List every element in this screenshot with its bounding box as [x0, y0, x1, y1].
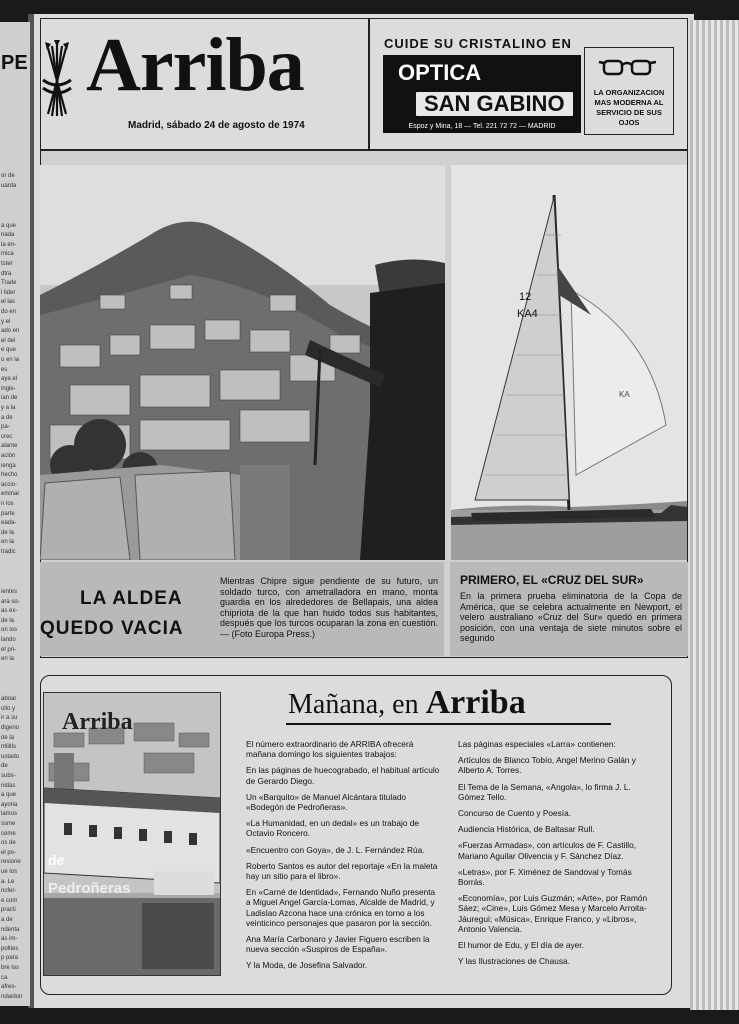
caption-left-title-2: QUEDO VACIA: [40, 618, 184, 639]
yoke-arrows-icon: [40, 40, 74, 120]
list-item: Ana María Carbonaro y Javier Figuero escriben la nueva sección «Suspiros de España».: [246, 934, 430, 955]
caption-left-text: Mientras Chipre sigue pendiente de su futuro, un soldado turco, con ametralladora en mano, monta guardia en los alrededores de Bellapais, una aldea chipriota de la que han huido todos sus habitantes, después que los turcos ocuparan la zona en cuestión. — (Foto Europa Press.): [220, 576, 438, 639]
list-item: Artículos de Blanco Tobío, Angel Merino Galán y Alberto A. Torres.: [458, 755, 636, 776]
left-strip-line: e que: [1, 347, 17, 354]
masthead-divider: [368, 18, 370, 150]
left-strip-line: ara so-: [1, 598, 20, 605]
thumbnail-text-pedroneras: Pedroñeras: [48, 880, 131, 897]
left-strip-line: as ex-: [1, 608, 18, 615]
thumbnail-text-de: de: [48, 852, 65, 868]
tomorrow-column-left: [246, 739, 442, 977]
list-item: Un «Barquito» de Manuel Alcántara titulado «Bodegón de Pedroñeras».: [246, 791, 407, 813]
left-strip-line: p para: [1, 955, 19, 962]
village-photo: [40, 165, 445, 560]
left-strip-line: ir a su: [1, 715, 18, 722]
list-item: Y las Ilustraciones de Chausa.: [458, 956, 570, 967]
left-strip-line: as im-: [1, 936, 18, 943]
left-strip-line: y el: [1, 318, 11, 325]
left-strip-line: n los: [1, 501, 14, 507]
list-item: Audiencia Histórica, de Baltasar Rull.: [458, 824, 595, 835]
left-strip-line: resione: [1, 859, 21, 866]
left-strip-line: lamos: [1, 811, 18, 818]
left-strip-line: accio-: [1, 481, 18, 488]
left-strip-line: parte: [1, 510, 15, 517]
list-item: Roberto Santos es autor del reportaje «En la maleta hay un sitio para el libro».: [246, 860, 438, 882]
left-strip-line: lando: [1, 637, 16, 643]
left-strip-line: de: [1, 763, 8, 770]
ad-organization-text: LA ORGANIZACION MAS MODERNA AL SERVICIO DE SUS OJOS: [593, 88, 665, 127]
left-strip-line: nada: [1, 232, 15, 239]
left-strip-line: ingle-: [1, 385, 16, 392]
newspaper-title: Arriba: [86, 23, 304, 107]
left-strip-line: a. Le: [1, 878, 15, 885]
ad-brand-optica: OPTICA: [398, 60, 482, 85]
tomorrow-title-underline: [286, 723, 611, 725]
left-strip-line: os de: [1, 840, 16, 847]
left-strip-line: y a la: [1, 405, 16, 411]
left-strip-line: subs-: [1, 773, 16, 779]
caption-right-title: PRIMERO, EL «CRUZ DEL SUR»: [460, 573, 644, 587]
left-strip-line: aya el: [1, 376, 18, 383]
left-strip-line: e com: [1, 897, 18, 904]
list-item: El humor de Edu, y El día de ayer.: [458, 940, 584, 951]
left-strip-line: do en: [1, 309, 17, 315]
list-item: «Letras», por F. Ximénez de Sandoval y Tomás Borrás.: [458, 866, 632, 888]
list-item: «Encuentro con Goya», de J. L. Fernández Rúa.: [246, 844, 425, 855]
list-item: El número extraordinario de ARRIBA ofrecerá mañana domingo los siguientes trabajos:: [246, 739, 414, 760]
left-strip-line: eada-: [1, 520, 17, 527]
sail-number: 12: [519, 291, 532, 303]
left-strip-line: ndaidon: [1, 993, 23, 1000]
left-strip-line: ssme: [1, 821, 16, 827]
left-strip-line: a que: [1, 792, 17, 799]
list-item: En las páginas de huecograbado, el habitual artículo de Gerardo Diego.: [246, 765, 440, 786]
left-strip-line: nidas: [1, 782, 16, 789]
left-strip-line: es: [1, 366, 8, 373]
left-strip-line: de la: [1, 617, 15, 624]
left-strip-line: de la: [1, 734, 15, 741]
left-strip-line: el las: [1, 299, 16, 306]
left-strip-line: ado en: [1, 328, 20, 335]
left-strip-line: el del: [1, 337, 16, 344]
sailboat-photo: [451, 165, 687, 560]
left-strip-line: ca: [1, 974, 8, 981]
left-strip-line: ación: [1, 453, 16, 459]
left-strip-line: ncfer-: [1, 888, 17, 895]
list-item: El Tema de la Semana, «Angola», lo firma J. L. Gómez Tello.: [458, 781, 631, 802]
left-strip-line: Trade: [1, 280, 17, 287]
left-strip-line: polties: [1, 945, 19, 952]
thumbnail-title: Arriba: [62, 709, 133, 735]
left-strip-line: uarda: [1, 182, 17, 189]
list-item: «La Humanidad, en un dedal» es un trabajo de Octavio Roncero.: [246, 818, 419, 839]
left-strip-line: tradic: [1, 549, 16, 555]
left-strip-line: eminar: [1, 491, 20, 498]
sail-number-2: KA4: [517, 308, 538, 320]
left-strip-line: on ios: [1, 627, 18, 634]
left-strip-line: ustado: [1, 753, 20, 760]
left-strip-line: pa-: [1, 424, 10, 431]
left-strip-line: tster: [1, 261, 13, 267]
left-page-strip: [0, 22, 30, 1006]
left-strip-line: ian de: [1, 395, 18, 402]
tomorrow-column-right: [458, 739, 654, 972]
left-strip-line: a de: [1, 414, 13, 421]
left-strip-line: a de: [1, 917, 13, 923]
left-strip-line: de la: [1, 529, 15, 536]
left-strip-line: l lider: [1, 289, 16, 296]
list-item: «Fuerzas Armadas», con artículos de F. Castillo, Mariano Aguilar Olivencia y F. Sánchez Díaz.: [458, 840, 637, 861]
left-strip-line: mica: [1, 251, 14, 258]
ad-brand-san-gabino: SAN GABINO: [414, 90, 575, 118]
left-strip-line: ienga: [1, 462, 16, 469]
left-strip-line: digeno: [1, 725, 20, 731]
left-strip-line: ayoria: [1, 801, 18, 808]
list-item: Y la Moda, de Josefina Salvador.: [246, 960, 368, 971]
left-strip-line: ue los: [1, 869, 18, 875]
left-strip-line: or de: [1, 173, 15, 179]
list-item: Concurso de Cuento y Poesía.: [458, 808, 571, 819]
left-strip-line: el po-: [1, 849, 17, 856]
tomorrow-title: [288, 684, 526, 722]
left-strip-line: hecho: [1, 472, 18, 479]
list-item: «Economía», por Luis Guzmán; «Arte», por Ramón Sáez; «Cine», Luis Gómez Mesa y Marcelo Arroita-Jáuregui; «Música», Enrique Franco, y «Libros», Antonio Valencia.: [458, 893, 648, 934]
caption-right-text: En la primera prueba eliminatoria de la Copa de América, que se celebra actualmente en Newport, el velero australiano «Cruz del Sur» quedó en primera posición, con una ventaja de siete minutos sobre el segundo: [460, 591, 682, 643]
left-strip-line: crec: [1, 433, 13, 440]
dateline: Madrid, sábado 24 de agosto de 1974: [128, 120, 305, 131]
left-strip-line: bre los: [1, 965, 20, 971]
list-item: En «Carné de Identidad», Fernando Nuño presenta a Miguel Angel García-Lomas, Alcalde de Madrid, y Ladislao Azcona hace una crónica en torno a los veinticinco personajes que pasaron por la sección.: [246, 887, 436, 928]
left-strip-line: ceme: [1, 830, 16, 837]
left-strip-line: en la: [1, 539, 15, 546]
glasses-icon: [598, 56, 658, 78]
left-strip-line: afres-: [1, 984, 17, 991]
left-strip-line: ndenta: [1, 926, 20, 933]
ad-address: Espoz y Mina, 18 — Tel. 221 72 72 — MADRID: [383, 121, 581, 133]
left-strip-line: el pri-: [1, 646, 17, 653]
left-strip-line: a que: [1, 222, 17, 229]
left-strip-line: practi: [1, 907, 16, 914]
left-strip-line: ientes: [1, 589, 18, 595]
sail-mark: KA: [619, 390, 630, 399]
page-edges: [690, 20, 739, 1010]
left-strip-heading: PE: [1, 52, 28, 74]
left-strip-line: la en-: [1, 241, 17, 248]
ad-slogan: CUIDE SU CRISTALINO EN: [384, 36, 572, 51]
left-strip-line: o en la: [1, 357, 20, 363]
caption-left-title-1: LA ALDEA: [80, 588, 183, 609]
tomorrow-title-brand: Arriba: [425, 684, 526, 721]
left-strip-line: ntilitis: [1, 744, 17, 751]
tomorrow-title-pre: Mañana, en: [288, 689, 419, 720]
left-strip-line: ollo y: [1, 705, 16, 712]
supplement-cover-thumbnail: [43, 692, 221, 976]
list-item: Las páginas especiales «Larra» contienen:: [458, 739, 616, 749]
left-strip-line: alante: [1, 443, 18, 450]
left-strip-line: en la: [1, 656, 15, 663]
left-strip-line: aboar: [1, 696, 17, 703]
left-strip-line: dtra: [1, 270, 12, 277]
